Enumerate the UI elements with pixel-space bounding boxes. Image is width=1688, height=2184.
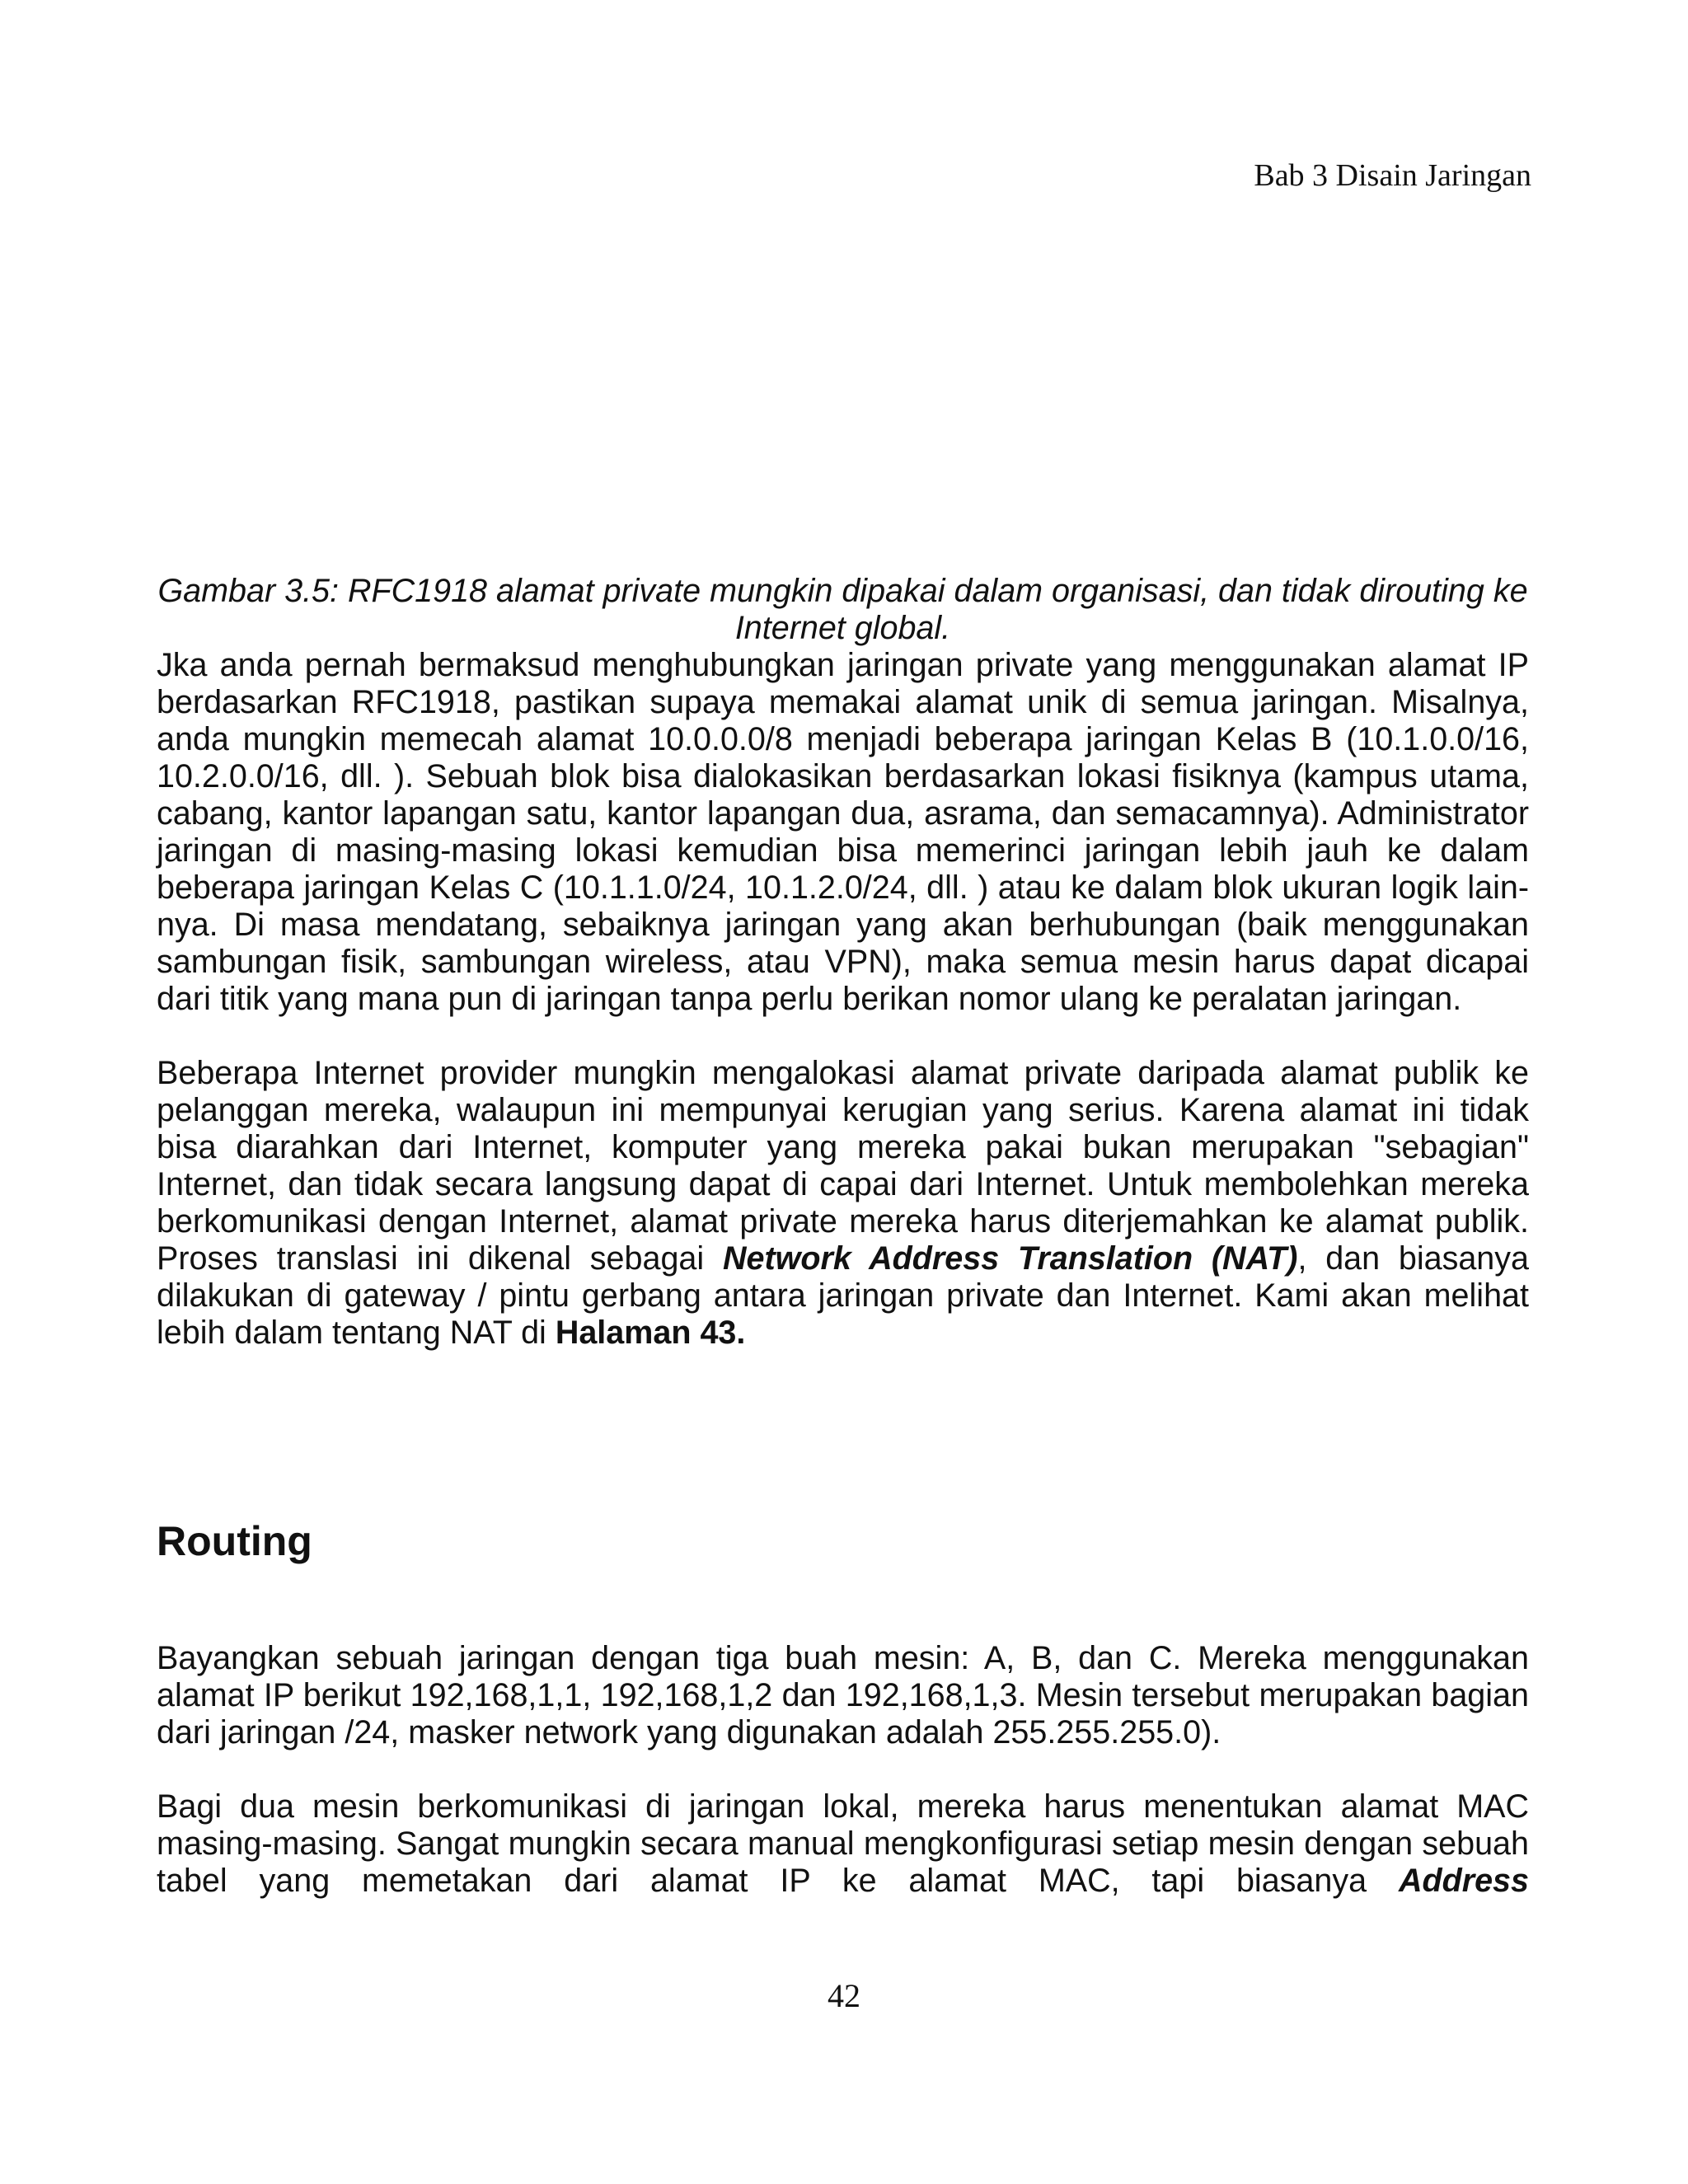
body-text <box>157 647 1529 1389</box>
paragraph-mac <box>157 1788 1529 1900</box>
running-header: Bab 3 Disain Jaringan <box>1254 158 1531 193</box>
nat-term: Network Address Translation (NAT) <box>722 1240 1298 1277</box>
paragraph-nat-text-2: , dan biasanya dilakukan di gateway / pintu gerbang antara jaringan private dan Internet. Kami akan melihat lebih dalam tentang NAT di <box>157 1240 1529 1351</box>
page-number: 42 <box>828 1977 860 2014</box>
paragraph-machines: Bayangkan sebuah jaringan dengan tiga buah mesin: A, B, dan C. Mereka menggunakan alamat IP berikut 192,168,1,1, 192,168,1,2 dan 192,168,1,3. Mesin tersebut merupakan bagian dari jaringan /24, masker network yang digunakan adalah 255.255.255.0). <box>157 1640 1529 1750</box>
paragraph-mac-text: Bagi dua mesin berkomunikasi di jaringan lokal, mereka harus menentukan alamat MAC masing-masing. Sangat mungkin secara manual mengkonfigurasi setiap mesin dengan sebuah tabel yang memetakan dari alamat IP ke alamat MAC, tapi biasanya <box>157 1788 1529 1899</box>
paragraph-rfc1918: Jka anda pernah bermaksud menghubungkan jaringan private yang menggunakan alamat IP berdasarkan RFC1918, pastikan supaya memakai alamat unik di semua jaringan. Misalnya, anda mungkin memecah alamat 10.0.0.0/8 menjadi beberapa jaringan Kelas B (10.1.0.0/16, 10.2.0.0/16, dll. ). Sebuah blok bisa dialokasikan berdasarkan lokasi fisiknya (kampus utama, cabang, kantor lapangan satu, kantor lapangan dua, asrama, dan semacamnya). Administrator jaringan di masing-masing lokasi kemudian bisa memerinci jaringan lebih jauh ke dalam beberapa jaringan Kelas C (10.1.1.0/24, 10.1.2.0/24, dll. ) atau ke dalam blok ukuran logik lain-nya. Di masa mendatang, sebaiknya jaringan yang akan berhubungan (baik menggunakan sambungan fisik, sambungan wireless, atau VPN), maka semua mesin harus dapat dicapai dari titik yang mana pun di jaringan tanpa perlu berikan nomor ulang ke peralatan jaringan. <box>157 647 1529 1017</box>
section-heading-routing: Routing <box>157 1518 312 1564</box>
address-term: Address <box>1398 1863 1529 1899</box>
routing-text <box>157 1640 1529 1937</box>
paragraph-nat <box>157 1055 1529 1352</box>
page-reference: Halaman 43. <box>555 1315 746 1351</box>
figure-caption: Gambar 3.5: RFC1918 alamat private mungkin dipakai dalam organisasi, dan tidak dirouting ke Internet global. <box>157 573 1528 646</box>
paragraph-nat-text-1: Beberapa Internet provider mungkin mengalokasi alamat private daripada alamat publik ke pelanggan mereka, walaupun ini mempunyai kerugian yang serius. Karena alamat ini tidak bisa diarahkan dari Internet, komputer yang mereka pakai bukan merupakan "sebagian" Internet, dan tidak secara langsung dapat di capai dari Internet. Untuk membolehkan mereka berkomunikasi dengan Internet, alamat private mereka harus diterjemahkan ke alamat publik. Proses translasi ini dikenal sebagai <box>157 1055 1529 1277</box>
